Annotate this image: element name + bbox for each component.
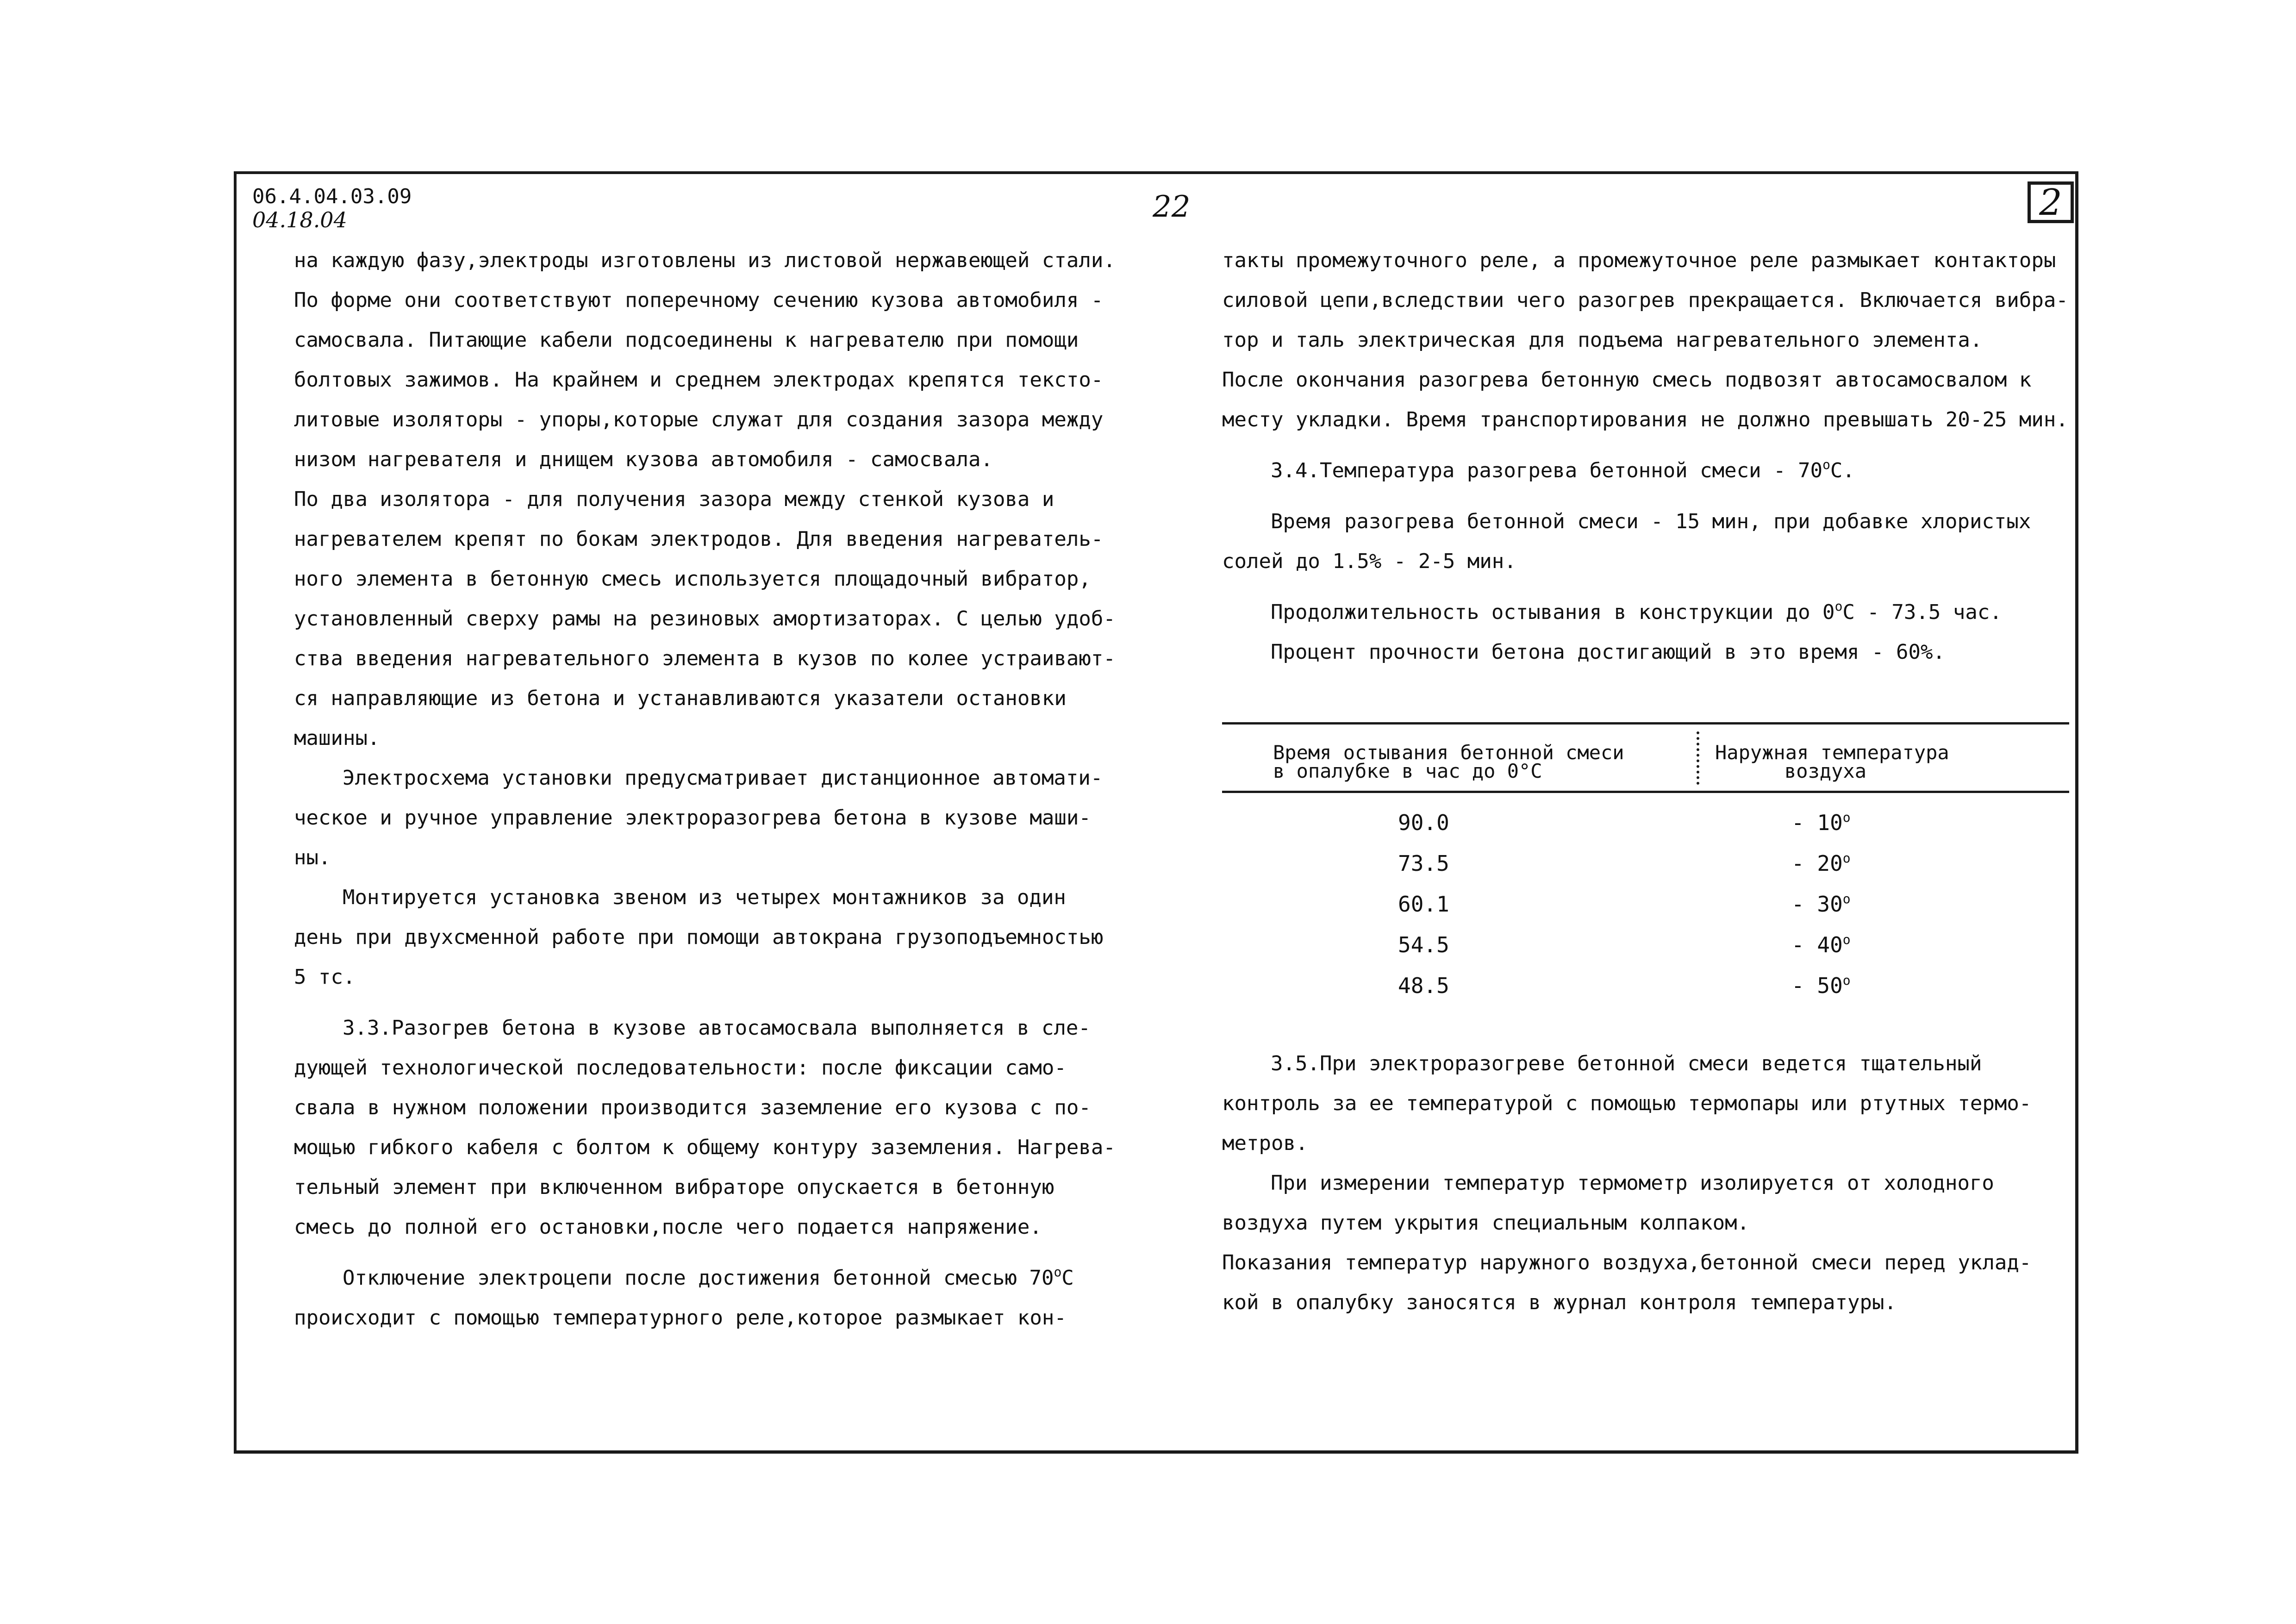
text-line: контроль за ее температурой с помощью термопары или ртутных термо- [1222, 1092, 2032, 1115]
degree-superscript: о [1842, 891, 1851, 906]
table-header-outdoor-temp [1715, 743, 1949, 781]
header-line: Время остывания бетонной смеси [1273, 741, 1624, 764]
text-line: мощью гибкого кабеля с болтом к общему контуру заземления. Нагрева- [294, 1136, 1116, 1159]
degree-superscript: о [1842, 932, 1851, 947]
text-line: литовые изоляторы - упоры,которые служат для создания зазора между [294, 408, 1104, 431]
text-line: происходит с помощью температурного реле,которое размыкает кон- [294, 1306, 1067, 1330]
text-line: Монтируется установка звеном из четырех монтажников за один [343, 886, 1066, 909]
cell-outdoor-temp [1791, 892, 1851, 917]
cell-cooling-time: 90.0 [1398, 810, 1449, 835]
text-line: машины. [294, 726, 380, 750]
text-line: тельный элемент при включенном вибраторе опускается в бетонную [294, 1175, 1054, 1199]
table-row [1222, 973, 2069, 1014]
text-line: По два изолятора - для получения зазора между стенкой кузова и [294, 487, 1054, 511]
header-line: воздуха [1784, 760, 1867, 782]
cooling-time-line [1222, 593, 2074, 632]
text-line: воздуха путем укрытия специальным колпаком. [1222, 1211, 1750, 1235]
table-row [1222, 810, 2069, 851]
right-column [1222, 241, 2074, 672]
text-line: 5 тс. [294, 965, 356, 989]
text-line: низом нагревателя и днищем кузова автомобиля - самосвала. [294, 448, 993, 471]
doc-code-printed: 06.4.04.03.09 [252, 185, 412, 208]
table-column-separator [1697, 731, 1699, 785]
text-line: солей до 1.5% - 2-5 мин. [1222, 550, 1516, 573]
text-line: смесь до полной его остановки,после чего подается напряжение. [294, 1215, 1042, 1239]
table-header-cooling-time [1273, 743, 1624, 781]
header-line: в опалубке в час до 0°С [1273, 760, 1542, 782]
cell-cooling-time: 60.1 [1398, 892, 1449, 917]
text-line [294, 1258, 1141, 1298]
table-row [1222, 851, 2069, 892]
document-code [252, 185, 412, 231]
text-line: После окончания разогрева бетонную смесь подвозят автосамосвалом к [1222, 368, 2032, 392]
text-line: на каждую фазу,электроды изготовлены из листовой нержавеющей стали. [294, 249, 1116, 272]
text-line: ся направляющие из бетона и устанавливаются указатели остановки [294, 687, 1067, 710]
text-line: Процент прочности бетона достигающий в это время - 60%. [1271, 640, 1945, 664]
text-line: кой в опалубку заносятся в журнал контроля температуры. [1222, 1291, 1897, 1314]
text-line: самосвала. Питающие кабели подсоединены к нагревателю при помощи [294, 328, 1079, 352]
doc-code-handwritten: 04.18.04 [252, 207, 347, 232]
text-line: Показания температур наружного воздуха,бетонной смеси перед уклад- [1222, 1251, 2032, 1274]
left-column [294, 241, 1141, 1338]
text-span: - 50 [1791, 973, 1843, 998]
text-line: нагревателем крепят по бокам электродов. Для введения нагреватель- [294, 527, 1104, 551]
celsius-unit: С. [1830, 459, 1855, 482]
text-line: ного элемента в бетонную смесь используется площадочный вибратор, [294, 567, 1091, 591]
cell-cooling-time: 54.5 [1398, 932, 1449, 957]
text-span: - 10 [1791, 810, 1843, 835]
header-line: Наружная температура [1715, 741, 1949, 764]
text-line: день при двухсменной работе при помощи автокрана грузоподъемностью [294, 925, 1104, 949]
degree-superscript: о [1054, 1264, 1062, 1280]
cell-outdoor-temp [1791, 973, 1851, 998]
text-line: болтовых зажимов. На крайнем и среднем электродах крепятся тексто- [294, 368, 1104, 392]
cell-cooling-time: 73.5 [1398, 851, 1449, 876]
text-line: дующей технологической последовательности: после фиксации само- [294, 1056, 1067, 1080]
degree-superscript: о [1842, 850, 1851, 866]
cell-cooling-time: 48.5 [1398, 973, 1449, 998]
table-row [1222, 892, 2069, 932]
right-column-bottom [1222, 1044, 2074, 1323]
text-line: месту укладки. Время транспортирования не должно превышать 20-25 мин. [1222, 408, 2068, 431]
text-span: Продолжительность остывания в конструкции до 0 [1271, 600, 1835, 624]
text-line: метров. [1222, 1131, 1308, 1155]
table-top-rule [1222, 722, 2069, 725]
sheet-number: 2 [2039, 182, 2062, 224]
sheet-number-box [2028, 181, 2074, 223]
cell-outdoor-temp [1791, 810, 1851, 835]
text-span: - 30 [1791, 892, 1843, 917]
text-line: 3.3.Разогрев бетона в кузове автосамосвала выполняется в сле- [343, 1016, 1091, 1040]
degree-superscript: о [1822, 457, 1830, 472]
text-span: - 40 [1791, 932, 1843, 957]
table-header-rule [1222, 791, 2069, 793]
degree-superscript: о [1842, 810, 1851, 825]
degree-superscript: о [1842, 973, 1851, 988]
text-span: Отключение электроцепи после достижения бетонной смесью 70 [343, 1266, 1054, 1290]
text-line: установленный сверху рамы на резиновых амортизаторах. С целью удоб- [294, 607, 1116, 631]
text-line: силовой цепи,вследствии чего разогрев прекращается. Включается вибра- [1222, 288, 2068, 312]
text-span: 3.4.Температура разогрева бетонной смеси - 70 [1271, 459, 1823, 482]
text-span: - 20 [1791, 851, 1843, 876]
cell-outdoor-temp [1791, 932, 1851, 957]
table-row [1222, 932, 2069, 973]
text-line: ческое и ручное управление электроразогрева бетона в кузове маши- [294, 806, 1091, 830]
text-line: При измерении температур термометр изолируется от холодного [1271, 1171, 1994, 1195]
cell-outdoor-temp [1791, 851, 1851, 876]
page-number: 22 [1153, 190, 1191, 224]
cooling-time-value: С - 73.5 час. [1842, 600, 2002, 624]
section-3-4-line [1222, 451, 2074, 491]
text-line: 3.5.При электроразогреве бетонной смеси ведется тщательный [1271, 1052, 1982, 1075]
text-line: тор и таль электрическая для подъема нагревательного элемента. [1222, 328, 1983, 352]
table-body [1222, 810, 2069, 1014]
text-line: ства введения нагревательного элемента в кузов по колее устраивают- [294, 647, 1116, 670]
text-line: По форме они соответствуют поперечному сечению кузова автомобиля - [294, 288, 1104, 312]
text-line: такты промежуточного реле, а промежуточное реле размыкает контакторы [1222, 249, 2056, 272]
text-line: Время разогрева бетонной смеси - 15 мин, при добавке хлористых [1271, 510, 2031, 533]
text-line: ны. [294, 846, 331, 869]
text-line: Электросхема установки предусматривает дистанционное автомати- [343, 766, 1103, 790]
text-line: свала в нужном положении производится заземление его кузова с по- [294, 1096, 1091, 1119]
celsius-unit: С [1061, 1266, 1074, 1290]
degree-superscript: о [1834, 599, 1843, 614]
